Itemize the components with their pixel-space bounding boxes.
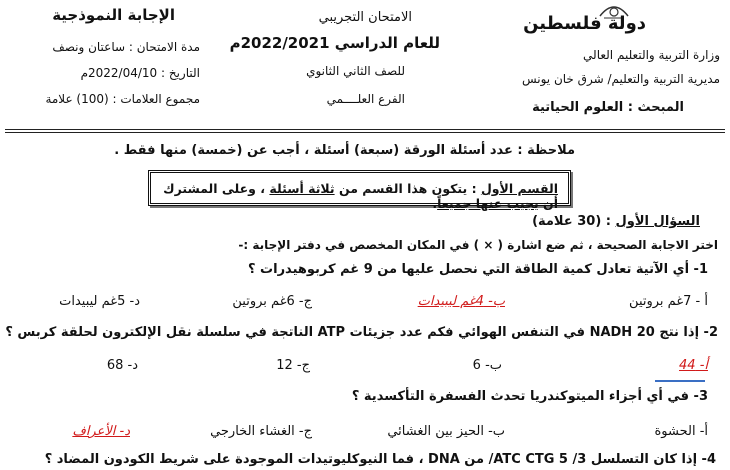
grade-label: للصف الثاني الثانوي [306, 64, 405, 78]
part-one-end: . [432, 196, 438, 211]
question-3-option-d-correct: د- الأعراف [72, 424, 130, 439]
part-one-label: القسم الأول [480, 181, 558, 196]
ministry-name: وزارة التربية والتعليم العالي [583, 48, 720, 62]
question-1-option-a: أ - 7غم بروتين [629, 294, 708, 309]
total-marks: مجموع العلامات : (100) علامة [45, 92, 200, 106]
question-one-marks: : (30 علامة) [532, 214, 616, 229]
part-one-box [148, 170, 571, 211]
question-3-text: 3- في أي أجزاء الميتوكندريا تحدث الفسفرة التأكسدية ؟ [351, 389, 708, 404]
question-2-option-c: ج- 12 [276, 358, 310, 373]
question-3-option-b: ب- الحيز بين الغشائي [387, 424, 505, 439]
question-one-title [532, 214, 700, 229]
exam-name: الامتحان التجريبي [318, 10, 412, 25]
part-one-text-a: : يتكون هذا القسم من [334, 181, 481, 196]
question-2-option-a-text: أ- 44 [679, 358, 708, 373]
header-divider [5, 129, 725, 130]
exam-date: التاريخ : 2022/04/10م [80, 66, 200, 80]
question-1-option-b-correct: ب- 4غم ليبيدات [417, 294, 505, 309]
question-3-option-a: أ- الحشوة [654, 424, 708, 439]
question-one-label: السؤال الأول [615, 214, 700, 229]
question-one-instruction: اختر الاجابة الصحيحة ، ثم ضع اشارة ( × ) في المكان المخصص في دفتر الإجابة :- [238, 238, 718, 252]
branch-label: الفرع العلــــمي [326, 92, 405, 106]
directorate-name: مديرية التربية والتعليم/ شرق خان يونس [521, 72, 720, 86]
question-2-option-d: د- 68 [106, 358, 138, 373]
question-2-option-a-correct [679, 358, 708, 373]
page-title: الإجابة النموذجية [52, 6, 175, 24]
academic-year: للعام الدراسي 2022/2021م [229, 34, 440, 52]
part-one-text-c: ، وعلى المشترك أن [163, 181, 558, 211]
subject-label: المبحث : العلوم الحياتية [532, 100, 684, 115]
header-divider-second [5, 132, 725, 133]
answer-highlight-bar [655, 380, 705, 382]
exam-note: ملاحظة : عدد أسئلة الورقة (سبعة) أسئلة ، أجب عن (خمسة) منها فقط . [114, 143, 575, 158]
question-1-text: 1- أي الآتية تعادل كمية الطاقة التي نحصل عليها من 9 غم كربوهيدرات ؟ [247, 262, 708, 277]
question-3-option-c: ج- الغشاء الخارجي [210, 424, 312, 439]
question-2-text: 2- إذا نتج 20 NADH في التنفس الهوائي فكم عدد جزيئات ATP الناتجة في سلسلة نقل الإلكترون لحلقة كربس ؟ [5, 325, 718, 340]
question-4-text: 4- إذا كان التسلسل 3/ ATC CTG 5/ من DNA ، فما النيوكليوتيدات الموجودة على شريط الكودون المضاد ؟ [44, 452, 716, 467]
exam-duration: مدة الامتحان : ساعتان ونصف [52, 40, 200, 54]
country-name: دولة فلسطين [523, 13, 646, 34]
question-2-option-b: ب- 6 [472, 358, 502, 373]
part-one-count: ثلاثة أسئلة [269, 181, 335, 196]
question-1-option-d: د- 5غم ليبيدات [59, 294, 140, 309]
question-1-option-c: ج- 6غم بروتين [232, 294, 312, 309]
part-one-requirement: يجيب عنها جميعاً [437, 196, 539, 211]
